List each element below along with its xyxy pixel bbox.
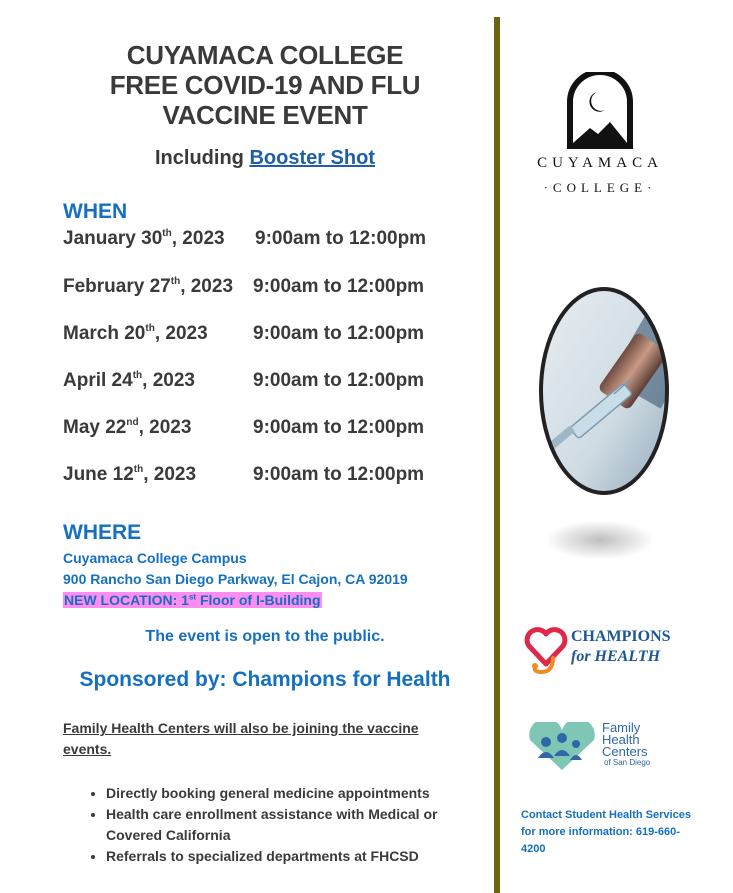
- date-ordinal: th: [133, 464, 144, 475]
- when-heading: WHEN: [63, 200, 128, 223]
- open-to-public: The event is open to the public.: [145, 628, 385, 645]
- date-text: January 30: [63, 228, 163, 249]
- title-line-3: VACCINE EVENT: [162, 100, 368, 130]
- college-wordmark: ·COLLEGE·: [543, 180, 657, 195]
- date-ordinal: th: [145, 323, 155, 334]
- time-text: 9:00am to 12:00pm: [253, 417, 425, 438]
- date-year: , 2023: [154, 323, 208, 344]
- title-line-1: CUYAMACA COLLEGE: [126, 40, 404, 70]
- new-location-rest: Floor of I-Building: [196, 592, 321, 608]
- date-ordinal: nd: [126, 417, 139, 428]
- new-location: [63, 592, 322, 608]
- date-row: [63, 276, 233, 298]
- title-line-2: FREE COVID-19 AND FLU: [109, 70, 421, 100]
- fhc-centers: Centers: [602, 744, 648, 759]
- syringe-vial-image-icon: [536, 284, 672, 498]
- time-text: 9:00am to 12:00pm: [253, 323, 425, 344]
- date-text: June 12: [63, 464, 134, 485]
- date-text: March 20: [63, 323, 146, 344]
- date-row: [63, 370, 195, 392]
- fhc-logo: [524, 722, 694, 774]
- time-text: 9:00am to 12:00pm: [255, 228, 427, 249]
- date-text: February 27: [63, 276, 171, 297]
- image-shadow: [545, 520, 655, 560]
- sponsored-by: Sponsored by: Champions for Health: [79, 668, 451, 691]
- champions-wordmark: CHAMPIONS: [571, 628, 671, 645]
- contact-info: Contact Student Health Services for more information: 619-660-4200: [521, 809, 691, 855]
- champions-logo: [523, 624, 693, 678]
- family-heart-icon: [524, 722, 600, 772]
- time-text: 9:00am to 12:00pm: [253, 276, 425, 297]
- date-row: [63, 323, 208, 345]
- subtitle-prefix: Including: [155, 147, 250, 169]
- booster-shot-link[interactable]: Booster Shot: [249, 147, 375, 169]
- date-ordinal: th: [170, 276, 181, 287]
- date-row: [63, 464, 196, 486]
- date-year: , 2023: [180, 276, 234, 297]
- time-text: 9:00am to 12:00pm: [253, 464, 425, 485]
- fhc-family: Family: [602, 720, 641, 735]
- vertical-divider: [494, 17, 500, 893]
- fhc-san-diego: of San Diego: [604, 758, 651, 767]
- time-text: 9:00am to 12:00pm: [253, 370, 425, 391]
- event-title: [60, 40, 470, 130]
- where-heading: WHERE: [63, 521, 142, 544]
- fhc-note: Family Health Centers will also be joining the vaccine events.: [63, 720, 419, 757]
- cuyamaca-logo: [520, 72, 680, 202]
- fhc-health: Health: [602, 732, 640, 747]
- cuyamaca-emblem-icon: [520, 72, 680, 152]
- list-item: • Health care enrollment assistance with Medical or Covered California: [106, 804, 486, 846]
- where-campus: Cuyamaca College Campus: [63, 550, 247, 566]
- date-year: , 2023: [143, 464, 197, 485]
- heart-stethoscope-icon: [523, 624, 569, 676]
- date-year: , 2023: [138, 417, 192, 438]
- for-health-wordmark: for HEALTH: [571, 648, 661, 665]
- vaccine-image: [536, 284, 672, 498]
- fhc-wordmark: [602, 722, 650, 768]
- date-year: , 2023: [171, 228, 225, 249]
- new-location-prefix: NEW LOCATION: 1: [64, 592, 189, 608]
- date-text: April 24: [63, 370, 133, 391]
- date-ordinal: th: [162, 228, 172, 239]
- date-text: May 22: [63, 417, 127, 438]
- date-ordinal: th: [132, 370, 143, 381]
- date-row: [63, 228, 225, 250]
- cuyamaca-wordmark: CUYAMACA: [537, 155, 663, 171]
- where-address: 900 Rancho San Diego Parkway, El Cajon, CA 92019: [63, 571, 408, 587]
- date-year: , 2023: [142, 370, 195, 391]
- list-item: • Referrals to specialized departments at FHCSD: [106, 846, 486, 867]
- new-location-suffix: st: [188, 592, 197, 602]
- services-list: [84, 783, 486, 867]
- date-row: [63, 417, 191, 439]
- subtitle: [60, 147, 470, 170]
- list-item: • Directly booking general medicine appointments: [106, 783, 486, 804]
